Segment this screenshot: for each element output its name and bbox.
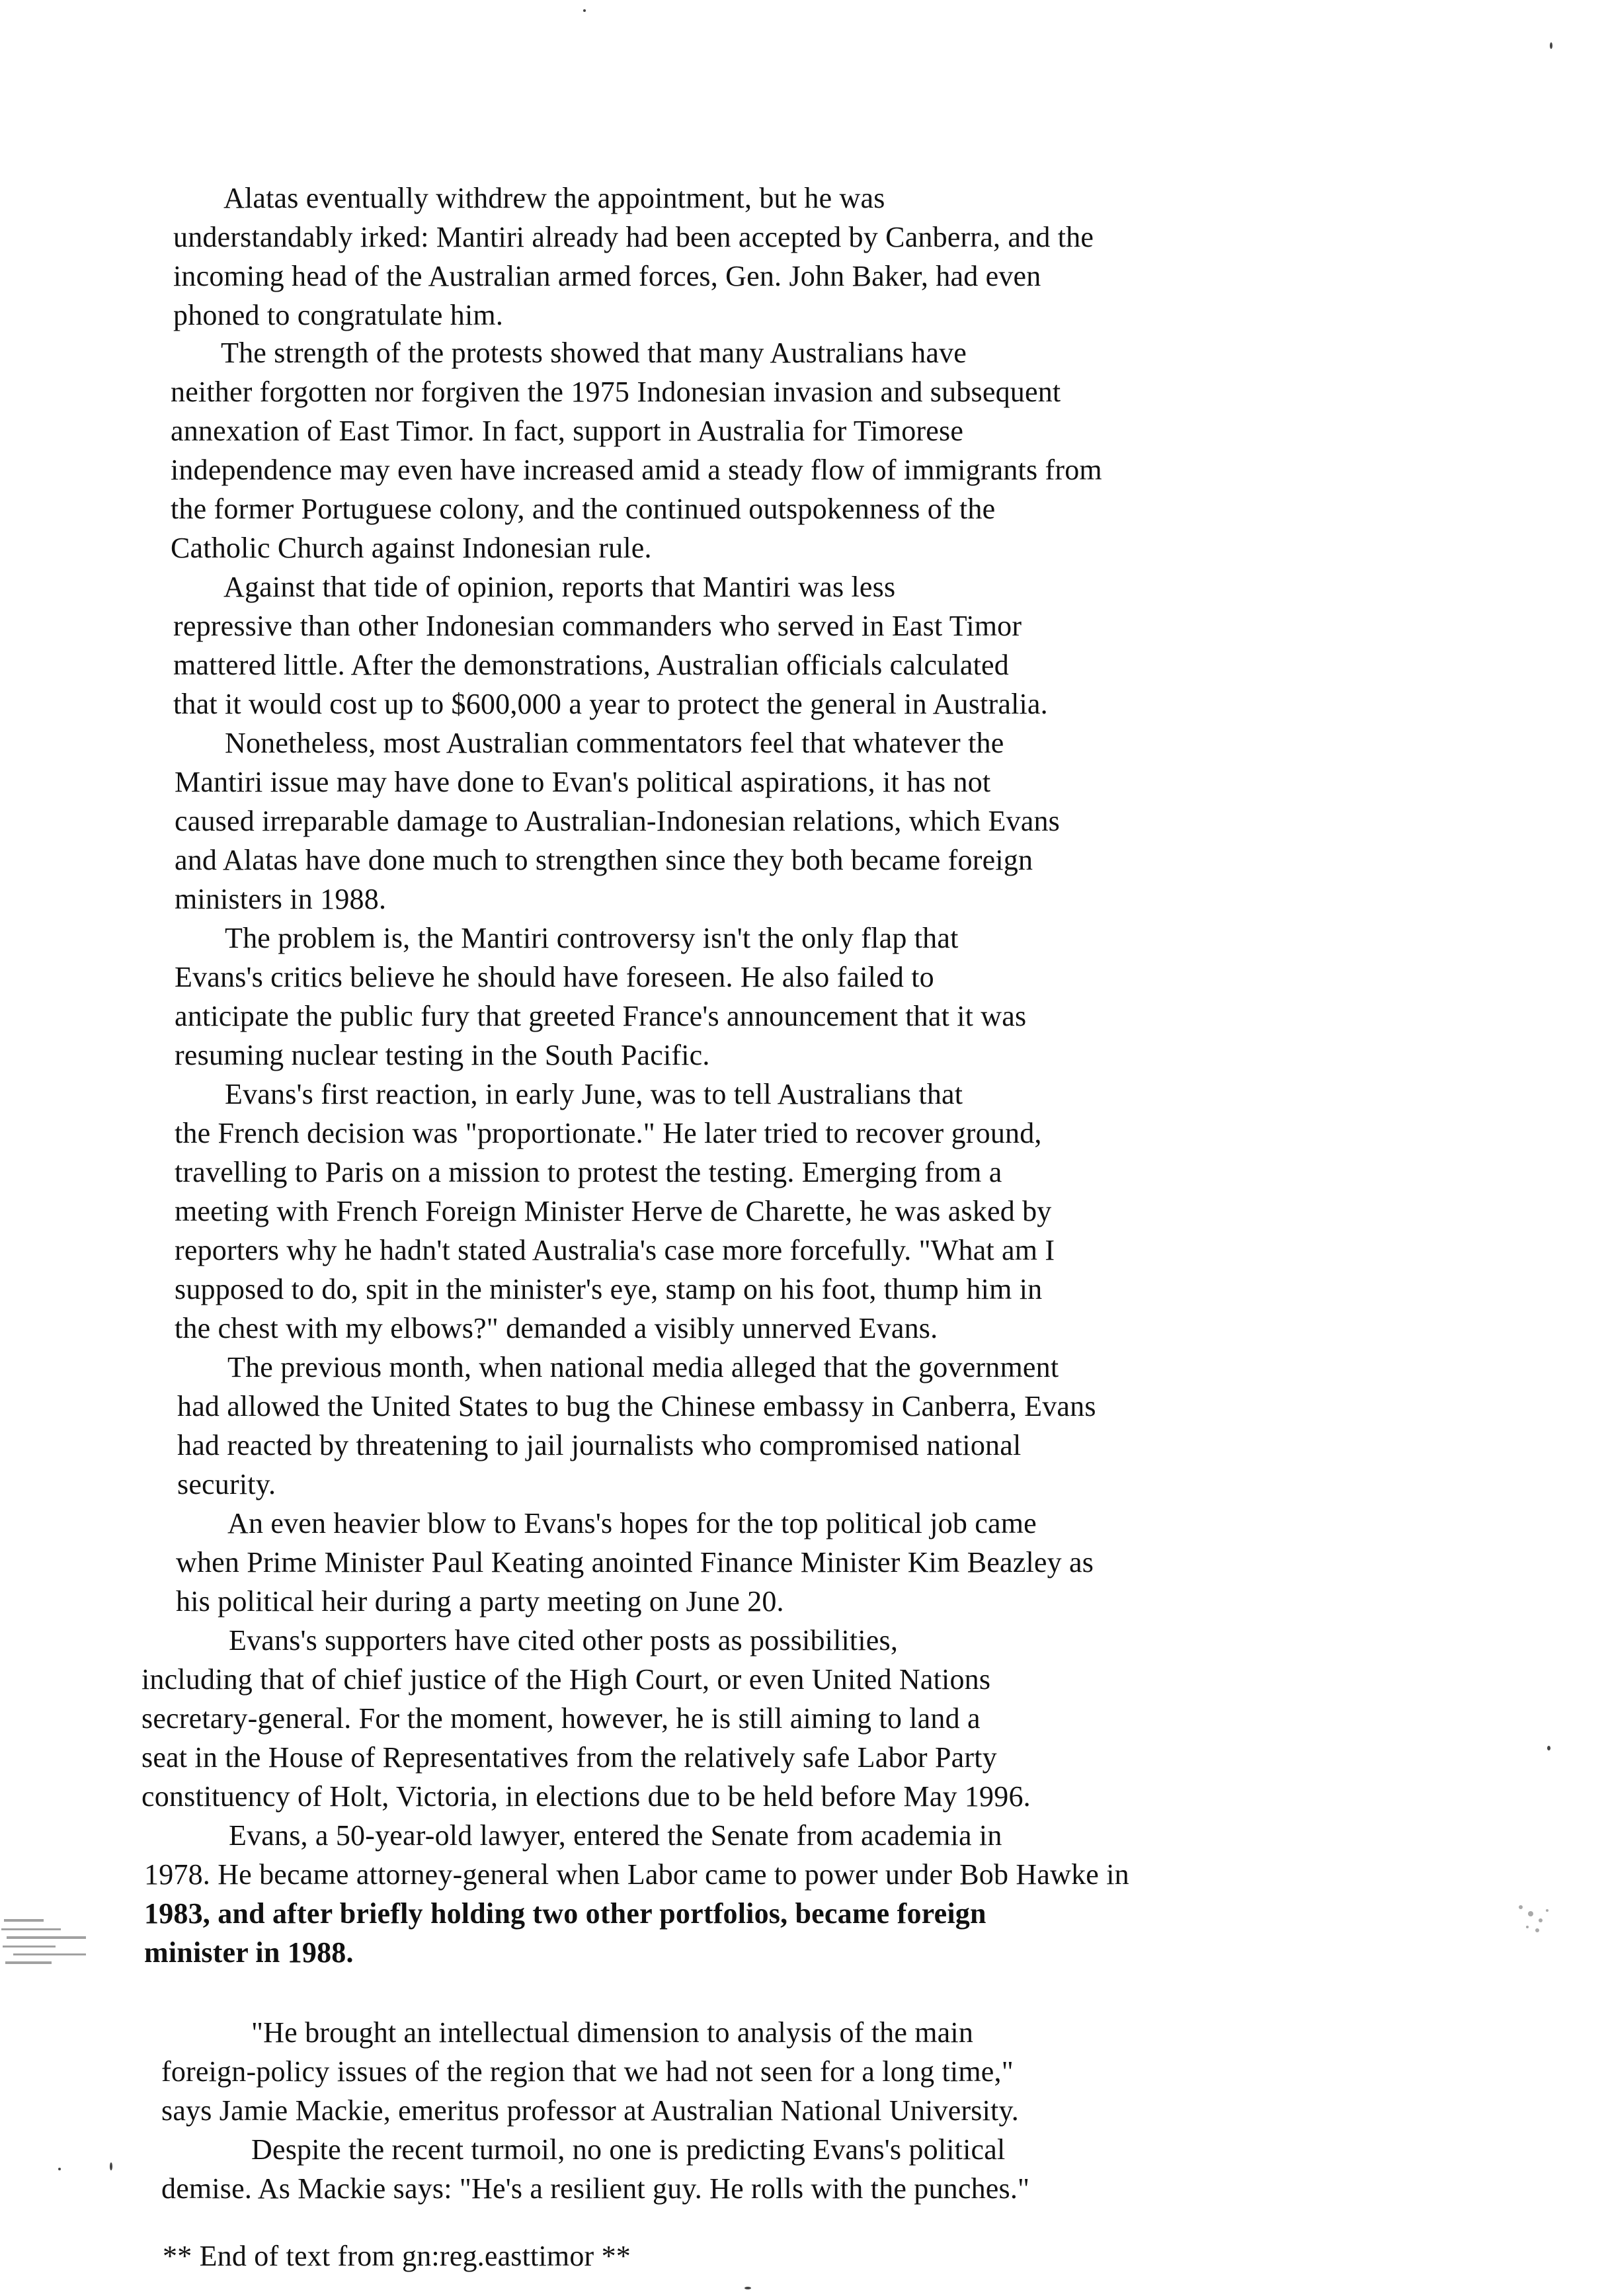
text-line: the French decision was "proportionate." He later tried to recover ground, bbox=[175, 1117, 1042, 1149]
text-line: Mantiri issue may have done to Evan's political aspirations, it has not bbox=[175, 766, 991, 798]
scan-speck bbox=[1547, 1746, 1550, 1750]
text-line: ministers in 1988. bbox=[175, 883, 387, 915]
text-line: resuming nuclear testing in the South Pacific. bbox=[175, 1039, 710, 1071]
text-line: An even heavier blow to Evans's hopes for the top political job came bbox=[227, 1507, 1037, 1539]
text-line: 1978. He became attorney-general when Labor came to power under Bob Hawke in bbox=[144, 1858, 1129, 1891]
text-line: reporters why he hadn't stated Australia's case more forcefully. "What am I bbox=[175, 1234, 1055, 1266]
text-line: when Prime Minister Paul Keating anointed Finance Minister Kim Beazley as bbox=[176, 1546, 1094, 1578]
quote-line: Despite the recent turmoil, no one is predicting Evans's political bbox=[251, 2133, 1006, 2166]
text-line: seat in the House of Representatives from the relatively safe Labor Party bbox=[141, 1741, 997, 1774]
text-line: had reacted by threatening to jail journalists who compromised national bbox=[177, 1429, 1022, 1461]
text-line: travelling to Paris on a mission to protest the testing. Emerging from a bbox=[175, 1156, 1002, 1188]
text-line: supposed to do, spit in the minister's eye, stamp on his foot, thump him in bbox=[175, 1273, 1043, 1305]
text-line: anticipate the public fury that greeted France's announcement that it was bbox=[175, 1000, 1027, 1032]
text-line: the chest with my elbows?" demanded a visibly unnerved Evans. bbox=[175, 1312, 938, 1344]
text-line: meeting with French Foreign Minister Herve de Charette, he was asked by bbox=[175, 1195, 1052, 1227]
text-line: his political heir during a party meeting on June 20. bbox=[176, 1585, 784, 1618]
quote-line: "He brought an intellectual dimension to analysis of the main bbox=[251, 2016, 974, 2049]
text-line: and Alatas have done much to strengthen since they both became foreign bbox=[175, 844, 1033, 876]
text-line: incoming head of the Australian armed forces, Gen. John Baker, had even bbox=[173, 260, 1041, 292]
text-line: Evans's supporters have cited other posts as possibilities, bbox=[229, 1624, 899, 1657]
text-line: secretary-general. For the moment, however, he is still aiming to land a bbox=[141, 1702, 981, 1735]
quote-line: demise. As Mackie says: "He's a resilient guy. He rolls with the punches." bbox=[161, 2172, 1030, 2205]
text-line: Alatas eventually withdrew the appointment, but he was bbox=[223, 182, 885, 214]
text-line: the former Portuguese colony, and the continued outspokenness of the bbox=[171, 493, 996, 525]
end-of-text-marker: ** End of text from gn:reg.easttimor ** bbox=[163, 2240, 631, 2272]
text-line: The problem is, the Mantiri controversy isn't the only flap that bbox=[225, 922, 959, 954]
text-line: Evans's first reaction, in early June, was to tell Australians that bbox=[225, 1078, 963, 1110]
scan-smudge bbox=[0, 1906, 119, 1985]
text-line: that it would cost up to $600,000 a year to protect the general in Australia. bbox=[173, 688, 1048, 720]
quote-line: says Jamie Mackie, emeritus professor at Australian National University. bbox=[161, 2094, 1019, 2127]
text-line: Against that tide of opinion, reports that Mantiri was less bbox=[223, 571, 896, 603]
text-line: mattered little. After the demonstrations, Australian officials calculated bbox=[173, 649, 1009, 681]
text-line: independence may even have increased amid a steady flow of immigrants from bbox=[171, 454, 1102, 486]
text-line: had allowed the United States to bug the Chinese embassy in Canberra, Evans bbox=[177, 1390, 1096, 1422]
text-line: minister in 1988. bbox=[144, 1936, 354, 1969]
text-line: Catholic Church against Indonesian rule. bbox=[171, 532, 652, 564]
text-line: The strength of the protests showed that many Australians have bbox=[221, 337, 967, 369]
scan-speck bbox=[583, 9, 586, 12]
scan-speck bbox=[744, 2287, 751, 2289]
text-line: caused irreparable damage to Australian-Indonesian relations, which Evans bbox=[175, 805, 1061, 837]
text-line: security. bbox=[177, 1468, 276, 1500]
text-line: annexation of East Timor. In fact, support in Australia for Timorese bbox=[171, 415, 964, 447]
text-line: understandably irked: Mantiri already had been accepted by Canberra, and the bbox=[173, 221, 1094, 253]
scan-smudge bbox=[1501, 1894, 1560, 1947]
quote-line: foreign-policy issues of the region that we had not seen for a long time," bbox=[161, 2055, 1014, 2088]
text-line: The previous month, when national media alleged that the government bbox=[227, 1351, 1059, 1383]
scan-speck bbox=[58, 2168, 61, 2170]
scan-speck bbox=[110, 2162, 112, 2170]
text-line: 1983, and after briefly holding two other portfolios, became foreign bbox=[144, 1897, 986, 1930]
text-line: Nonetheless, most Australian commentators feel that whatever the bbox=[225, 727, 1004, 759]
text-line: repressive than other Indonesian commanders who served in East Timor bbox=[173, 610, 1022, 642]
text-line: neither forgotten nor forgiven the 1975 Indonesian invasion and subsequent bbox=[171, 376, 1061, 408]
text-line: constituency of Holt, Victoria, in elections due to be held before May 1996. bbox=[141, 1780, 1031, 1813]
text-line: Evans's critics believe he should have foreseen. He also failed to bbox=[175, 961, 934, 993]
scan-speck bbox=[1550, 42, 1552, 49]
text-line: phoned to congratulate him. bbox=[173, 299, 504, 331]
text-line: including that of chief justice of the High Court, or even United Nations bbox=[141, 1663, 991, 1696]
text-line: Evans, a 50-year-old lawyer, entered the Senate from academia in bbox=[229, 1819, 1002, 1852]
